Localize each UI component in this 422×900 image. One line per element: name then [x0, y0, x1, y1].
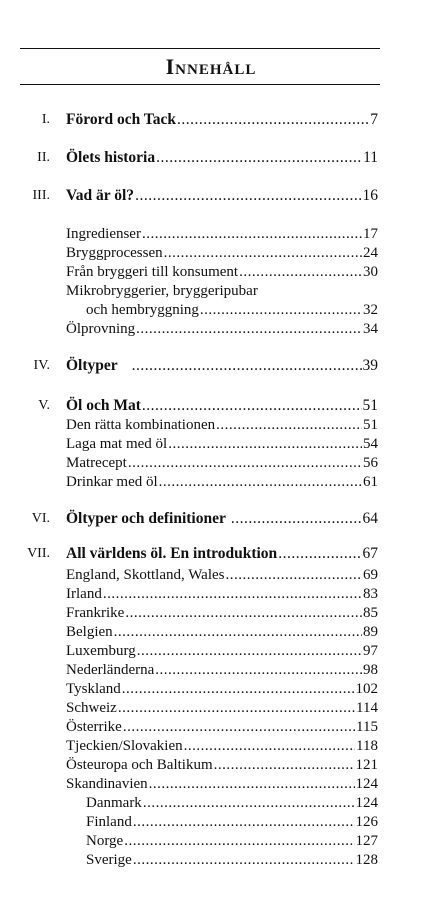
- section-title: Mikrobryggerier, bryggeripubar: [66, 283, 258, 299]
- page-number: 17: [363, 226, 378, 242]
- dot-leader: [177, 110, 369, 130]
- page-number: 121: [355, 757, 378, 773]
- chapter-title: Öl och Mat: [66, 397, 141, 414]
- toc-section: [66, 622, 378, 642]
- page-number: 83: [363, 586, 378, 602]
- page-number: 124: [355, 795, 378, 811]
- page-number: 128: [355, 852, 378, 868]
- toc-section: [66, 584, 378, 604]
- page-number: 56: [363, 455, 378, 471]
- toc-chapter: [66, 356, 378, 376]
- page-number: 67: [362, 545, 378, 562]
- page-number: 127: [355, 833, 378, 849]
- page-number: 124: [355, 776, 378, 792]
- dot-leader: [118, 698, 355, 718]
- page-number: 98: [363, 662, 378, 678]
- chapter-number: I.: [41, 112, 50, 127]
- toc-section: [66, 736, 378, 756]
- dot-leader: [164, 243, 362, 263]
- toc-section: [66, 415, 378, 435]
- toc-section: [66, 434, 378, 454]
- page-number: 7: [370, 111, 378, 128]
- section-title: Frankrike: [66, 605, 125, 621]
- toc-chapter: [66, 509, 378, 529]
- toc-chapter: [66, 544, 378, 564]
- dot-leader: [216, 415, 362, 435]
- toc-section: [66, 679, 378, 699]
- toc-section: [66, 603, 378, 623]
- dot-leader: [200, 300, 362, 320]
- page-number: 85: [363, 605, 378, 621]
- dot-leader: [168, 434, 362, 454]
- toc-section: [66, 224, 378, 244]
- page-number: 30: [363, 264, 378, 280]
- section-title: Luxemburg: [66, 643, 136, 659]
- dot-leader: [226, 565, 363, 585]
- subsection-title: Finland: [86, 814, 132, 830]
- subsection-title: Danmark: [86, 795, 142, 811]
- section-title: Ölprovning: [66, 321, 136, 337]
- dot-leader: [142, 396, 362, 416]
- toc-chapter: [66, 186, 378, 206]
- section-title: Schweiz: [66, 700, 117, 716]
- dot-leader: [214, 755, 355, 775]
- dot-leader: [136, 319, 362, 339]
- subsection-title: Sverige: [86, 852, 132, 868]
- page-number: 39: [362, 357, 378, 374]
- dot-leader: [123, 717, 355, 737]
- dot-leader: [278, 544, 361, 564]
- subsection-title: Norge: [86, 833, 124, 849]
- page-number: 118: [356, 738, 378, 754]
- toc-subsection: [86, 850, 378, 870]
- toc-section: [66, 698, 378, 718]
- chapter-title: All världens öl. En introduktion: [66, 545, 278, 562]
- chapter-number: VII.: [27, 546, 50, 561]
- dot-leader: [239, 262, 362, 282]
- section-title: Östeuropa och Baltikum: [66, 757, 213, 773]
- page-number: 115: [356, 719, 378, 735]
- page-number: 114: [356, 700, 378, 716]
- toc-chapter: [66, 148, 378, 168]
- section-title: Belgien: [66, 624, 113, 640]
- dot-leader: [142, 224, 362, 244]
- toc-section: [66, 453, 378, 473]
- dot-leader: [137, 641, 362, 661]
- dot-leader: [231, 509, 362, 529]
- section-title: Från bryggeri till konsument: [66, 264, 239, 280]
- toc-section: [66, 755, 378, 775]
- chapter-number: VI.: [31, 511, 50, 526]
- top-rule: [20, 48, 380, 49]
- dot-leader: [128, 453, 362, 473]
- dot-leader: [133, 850, 355, 870]
- chapter-number: V.: [38, 398, 50, 413]
- toc-section: [66, 565, 378, 585]
- dot-leader: [143, 793, 355, 813]
- toc-section: [66, 472, 378, 492]
- toc-subsection: [86, 812, 378, 832]
- dot-leader: [132, 356, 362, 376]
- chapter-number: III.: [32, 188, 50, 203]
- dot-leader: [155, 660, 362, 680]
- chapter-number: IV.: [33, 358, 50, 373]
- toc-chapter: [66, 110, 378, 130]
- toc-section: [66, 262, 378, 282]
- section-title: Österrike: [66, 719, 122, 735]
- toc-section: [66, 319, 378, 339]
- section-title: Irland: [66, 586, 102, 602]
- page-title: Innehåll: [165, 54, 257, 79]
- dot-leader: [156, 148, 362, 168]
- page-number: 97: [363, 643, 378, 659]
- section-title: Bryggprocessen: [66, 245, 163, 261]
- dot-leader: [159, 472, 362, 492]
- chapter-title: Öltyper: [66, 357, 118, 374]
- chapter-title: Ölets historia: [66, 149, 156, 166]
- dot-leader: [124, 831, 354, 851]
- dot-leader: [135, 186, 361, 206]
- toc-section: [66, 774, 378, 794]
- dot-leader: [149, 774, 355, 794]
- section-title: Skandinavien: [66, 776, 148, 792]
- dot-leader: [125, 603, 362, 623]
- chapter-title: Öltyper och definitioner: [66, 510, 226, 527]
- page-number: 69: [363, 567, 378, 583]
- toc-section: [86, 300, 378, 320]
- section-title: Matrecept: [66, 455, 127, 471]
- toc-section: [66, 717, 378, 737]
- toc-section: [66, 660, 378, 680]
- dot-leader: [122, 679, 355, 699]
- section-title: Tjeckien/Slovakien: [66, 738, 183, 754]
- section-title-continued: och hembryggning: [86, 302, 199, 318]
- page-number: 61: [363, 474, 378, 490]
- section-title: Tyskland: [66, 681, 121, 697]
- toc-section: [66, 641, 378, 661]
- page-number: 11: [363, 149, 378, 166]
- chapter-title: Förord och Tack: [66, 111, 176, 128]
- section-title: England, Skottland, Wales: [66, 567, 225, 583]
- section-title: Nederländerna: [66, 662, 155, 678]
- toc-subsection: [86, 793, 378, 813]
- section-title: Den rätta kombinationen: [66, 417, 216, 433]
- dot-leader: [184, 736, 355, 756]
- page-number: 32: [363, 302, 378, 318]
- toc-section: [66, 243, 378, 263]
- dot-leader: [133, 812, 355, 832]
- page-number: 16: [362, 187, 378, 204]
- dot-leader: [103, 584, 362, 604]
- page-number: 102: [355, 681, 378, 697]
- page-number: 51: [363, 417, 378, 433]
- section-title: Drinkar med öl: [66, 474, 158, 490]
- chapter-title: Vad är öl?: [66, 187, 135, 204]
- bottom-rule: [20, 84, 380, 85]
- section-title: Laga mat med öl: [66, 436, 168, 452]
- page-number: 89: [363, 624, 378, 640]
- chapter-number: II.: [37, 150, 50, 165]
- page-number: 24: [363, 245, 378, 261]
- page-number: 54: [363, 436, 378, 452]
- page-number: 34: [363, 321, 378, 337]
- page-number: 126: [355, 814, 378, 830]
- section-title: Ingredienser: [66, 226, 141, 242]
- dot-leader: [114, 622, 362, 642]
- page-number: 51: [362, 397, 378, 414]
- page-number: 64: [362, 510, 378, 527]
- toc-chapter: [66, 396, 378, 416]
- toc-subsection: [86, 831, 378, 851]
